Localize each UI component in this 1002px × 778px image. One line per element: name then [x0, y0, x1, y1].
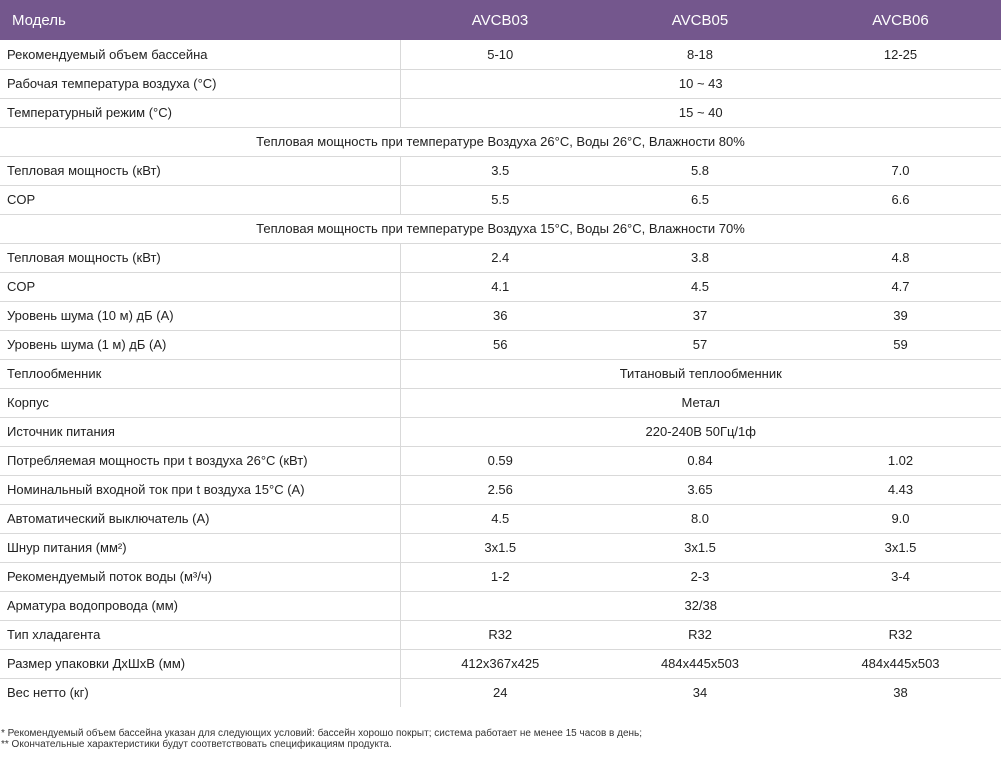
- value-cell-avcb03: 5.5: [400, 185, 600, 214]
- table-row: [0, 620, 1001, 649]
- value-cell-avcb05: 0.84: [600, 446, 800, 475]
- value-cell-avcb06: 4.8: [800, 243, 1001, 272]
- value-cell-avcb05: 6.5: [600, 185, 800, 214]
- value-cell-avcb03: 4.5: [400, 504, 600, 533]
- shared-value-cell: Титановый теплообменник: [400, 359, 1001, 388]
- value-cell-avcb05: 3x1.5: [600, 533, 800, 562]
- value-cell-avcb03: 5-10: [400, 40, 600, 69]
- value-cell-avcb03: R32: [400, 620, 600, 649]
- value-cell-avcb06: 4.43: [800, 475, 1001, 504]
- value-cell-avcb03: 2.56: [400, 475, 600, 504]
- value-cell-avcb03: 2.4: [400, 243, 600, 272]
- value-cell-avcb06: R32: [800, 620, 1001, 649]
- row-label: Рекомендуемый объем бассейна: [0, 40, 400, 69]
- value-cell-avcb05: R32: [600, 620, 800, 649]
- table-row: [0, 649, 1001, 678]
- value-cell-avcb05: 3.65: [600, 475, 800, 504]
- value-cell-avcb05: 3.8: [600, 243, 800, 272]
- value-cell-avcb03: 0.59: [400, 446, 600, 475]
- value-cell-avcb05: 484x445x503: [600, 649, 800, 678]
- row-label: Арматура водопровода (мм): [0, 591, 400, 620]
- row-label: Тепловая мощность (кВт): [0, 156, 400, 185]
- table-row: [0, 359, 1001, 388]
- value-cell-avcb03: 3.5: [400, 156, 600, 185]
- table-row: [0, 156, 1001, 185]
- value-cell-avcb05: 5.8: [600, 156, 800, 185]
- footnotes: [1, 728, 642, 750]
- row-label: Корпус: [0, 388, 400, 417]
- table-row: [0, 417, 1001, 446]
- value-cell-avcb03: 56: [400, 330, 600, 359]
- row-label: Источник питания: [0, 417, 400, 446]
- value-cell-avcb06: 38: [893, 685, 908, 701]
- value-cell-avcb06: 7.0: [800, 156, 1001, 185]
- value-cell-avcb06: 9.0: [800, 504, 1001, 533]
- table-header: [0, 0, 1001, 40]
- table-row: [0, 388, 1001, 417]
- shared-value-cell: 32/38: [400, 591, 1001, 620]
- row-label: Номинальный входной ток при t воздуха 15°C (А): [0, 475, 400, 504]
- value-cell-avcb05: 8.0: [600, 504, 800, 533]
- table-row: [0, 98, 1001, 127]
- shared-value-cell: 10 ~ 43: [400, 69, 1001, 98]
- value-cell-avcb06: 484x445x503: [800, 649, 1001, 678]
- value-cell-avcb05: 2-3: [600, 562, 800, 591]
- value-cell-avcb06: 39: [800, 301, 1001, 330]
- row-label: Уровень шума (10 м) дБ (А): [0, 301, 400, 330]
- table-row: [0, 591, 1001, 620]
- value-cell-avcb03: 4.1: [400, 272, 600, 301]
- section-row: [0, 214, 1001, 243]
- section-title: Тепловая мощность при температуре Воздуха 15°C, Воды 26°C, Влажности 70%: [0, 214, 1001, 243]
- model-header-label: Модель: [12, 11, 66, 29]
- value-cell-avcb06: 6.6: [800, 185, 1001, 214]
- value-cell-avcb03: 24: [493, 685, 508, 701]
- table-row: [0, 533, 1001, 562]
- table-row: [0, 678, 1001, 707]
- value-cell-avcb05: 37: [600, 301, 800, 330]
- value-cell-avcb06: 3-4: [800, 562, 1001, 591]
- section-row: [0, 127, 1001, 156]
- footnote-pool-volume: * Рекомендуемый объем бассейна указан для следующих условий: бассейн хорошо покрыт; система работает не менее 15 часов в день;: [1, 728, 643, 739]
- row-label: Тип хладагента: [0, 620, 400, 649]
- value-cell-avcb06: 1.02: [800, 446, 1001, 475]
- value-cell-avcb05: 57: [600, 330, 800, 359]
- table-row: [0, 562, 1001, 591]
- value-cell-avcb06: 3x1.5: [800, 533, 1001, 562]
- value-cell-avcb03: 3x1.5: [400, 533, 600, 562]
- row-label: Тепловая мощность (кВт): [0, 243, 400, 272]
- header-row: [0, 0, 1001, 40]
- section-title: Тепловая мощность при температуре Воздуха 26°C, Воды 26°C, Влажности 80%: [0, 127, 1001, 156]
- table-row: [0, 504, 1001, 533]
- value-cell-avcb03: 1-2: [400, 562, 600, 591]
- row-label: Вес нетто (кг): [0, 678, 400, 707]
- row-label: Рабочая температура воздуха (°C): [0, 69, 400, 98]
- table-row: [0, 330, 1001, 359]
- shared-value-cell: 15 ~ 40: [400, 98, 1001, 127]
- model-header-avcb03: AVCB03: [471, 11, 529, 29]
- value-cell-avcb05: 34: [692, 685, 708, 701]
- table-body: [0, 40, 1001, 707]
- row-label: Шнур питания (мм²): [0, 533, 400, 562]
- table-row: [0, 446, 1001, 475]
- row-label: Уровень шума (1 м) дБ (А): [0, 330, 400, 359]
- row-label: Потребляемая мощность при t воздуха 26°C (кВт): [0, 446, 400, 475]
- table-row: [0, 185, 1001, 214]
- value-cell-avcb05: 4.5: [600, 272, 800, 301]
- model-header-avcb06: AVCB06: [872, 11, 929, 29]
- value-cell-avcb03: 36: [400, 301, 600, 330]
- footnote-final-specs: ** Окончательные характеристики будут соответствовать спецификациям продукта.: [1, 739, 392, 750]
- table-row: [0, 301, 1001, 330]
- table-row: [0, 69, 1001, 98]
- row-label: COP: [0, 272, 400, 301]
- row-label: COP: [0, 185, 400, 214]
- value-cell-avcb06: 4.7: [800, 272, 1001, 301]
- table-row: [0, 272, 1001, 301]
- shared-value-cell: Метал: [400, 388, 1001, 417]
- value-cell-avcb05: 8-18: [600, 40, 800, 69]
- row-label: Температурный режим (°C): [0, 98, 400, 127]
- value-cell-avcb06: 59: [800, 330, 1001, 359]
- row-label: Теплообменник: [0, 359, 400, 388]
- model-header-avcb05: AVCB05: [671, 11, 729, 29]
- row-label: Автоматический выключатель (А): [0, 504, 400, 533]
- row-label: Рекомендуемый поток воды (м³/ч): [0, 562, 400, 591]
- value-cell-avcb06: 12-25: [800, 40, 1001, 69]
- table-row: [0, 475, 1001, 504]
- shared-value-cell: 220-240В 50Гц/1ф: [400, 417, 1001, 446]
- value-cell-avcb03: 412x367x425: [400, 649, 600, 678]
- table-row: [0, 243, 1001, 272]
- table-row: [0, 40, 1001, 69]
- row-label: Размер упаковки ДхШхВ (мм): [0, 649, 400, 678]
